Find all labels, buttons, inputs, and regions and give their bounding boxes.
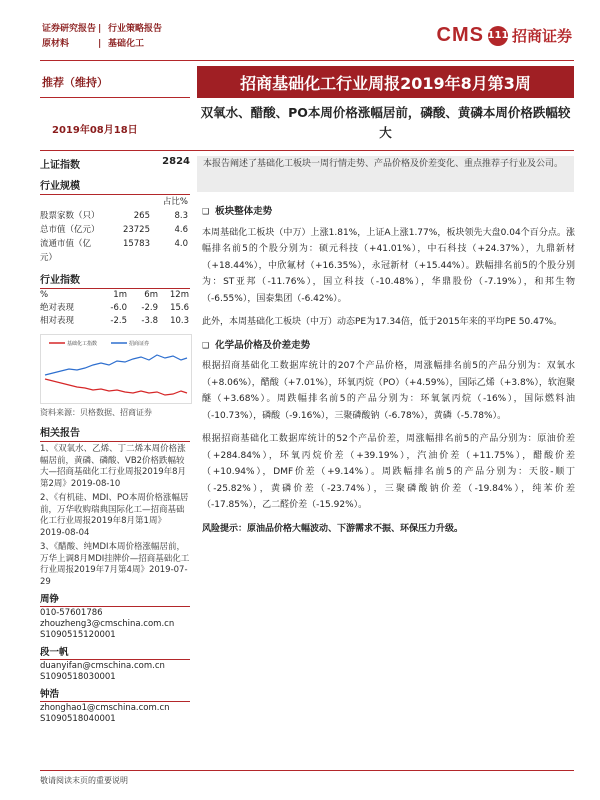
summary-box: 本报告阐述了基础化工板块一周行情走势、产品价格及价差变化、重点推荐子行业及公司。 (197, 156, 574, 192)
scale-row (40, 209, 190, 223)
legend-label-1: 基础化工指数 (67, 341, 98, 347)
perf-header-6m: 6m (144, 290, 158, 300)
section1-heading (202, 204, 575, 221)
analyst-license: S1090518030001 (40, 672, 116, 682)
perf-row-value: 15.6 (170, 303, 189, 313)
rating-divider (40, 97, 190, 98)
scale-row-pct: 4.0 (174, 239, 188, 249)
index-row (40, 156, 190, 171)
report-title: 招商基础化工行业周报2019年8月第3周 (197, 66, 574, 98)
perf-row-value: -3.8 (141, 316, 158, 326)
logo-company-name: 招商证券 (511, 27, 572, 45)
perf-title: 行业指数 (40, 271, 190, 289)
index-chart (40, 334, 192, 404)
risk-warning: 风险提示：原油品价格大幅波动、下游需求不振、环保压力升级。 (202, 523, 464, 534)
analyst-card (40, 594, 190, 641)
perf-header-unit: % (40, 290, 49, 300)
related-report-item[interactable]: 1、《双氧水、乙烯、丁二烯本周价格涨幅居前，黄磷、磷酸、VB2价格跌幅较大—招商基础化工行业周报2019年8月第2周》2019-08-10 (40, 444, 187, 489)
related-reports (40, 444, 190, 588)
legend-label-2: 招商证券 (129, 341, 150, 347)
scale-header (40, 195, 190, 209)
report-date: 2019年08月18日 (52, 125, 138, 136)
analyst-email[interactable]: duanyifan@cmschina.com.cn (40, 661, 165, 671)
perf-header-1m: 1m (113, 290, 127, 300)
section1-title: 板块整体走势 (215, 206, 273, 217)
scale-row-value: 23725 (122, 225, 150, 235)
analyst-license: S1090518040001 (40, 714, 116, 724)
section1-para1: 本周基础化工板块（中万）上涨1.81%，上证A上涨1.77%，板块领先大盘0.04个百分点。涨幅排名前5的个股分别为：硕元科技（+41.01%），中石科技（+24.37%），九鼎新材（+18.44%），中欣氟材（+16.35%），永冠新材（+15.44%）。跌幅排名前5的个股分别为：ST亚邦（-11.76%），国立科技（-10.48%），华鼎股份（-7.19%），和邦生物（-6.55%），国泰集团（-6.42%）。 (202, 227, 575, 304)
report-tags: 证券研究报告 | 行业策略报告 原材料 | 基础化工 (42, 22, 162, 52)
section2-heading (202, 338, 575, 355)
chart-bg (41, 335, 191, 403)
logo-badge-icon: 111 (488, 26, 508, 46)
perf-row-value: -2.5 (110, 316, 127, 326)
perf-table (40, 302, 190, 328)
scale-table (40, 209, 190, 265)
analyst-license: S1090515120001 (40, 630, 116, 640)
index-label: 上证指数 (40, 160, 80, 171)
perf-header (40, 289, 190, 302)
perf-row-value: 10.3 (170, 316, 189, 326)
scale-header-pct: 占比% (162, 197, 188, 207)
scale-row-value: 15783 (122, 239, 150, 249)
scale-row (40, 223, 190, 237)
related-report-item[interactable]: 3、《醋酸、纯MDI本周价格涨幅居前，万华上调8月MDI挂牌价—招商基础化工行业周报2019年7月第4周》2019-07-29 (40, 542, 190, 587)
index-chart-svg (41, 335, 191, 403)
analysts (40, 594, 190, 725)
scale-row-value: 265 (133, 211, 150, 221)
main-content (202, 200, 575, 544)
perf-row (40, 315, 190, 328)
analyst-email[interactable]: zhouzheng3@cmschina.com.cn (40, 619, 175, 629)
analyst-name: 周铮 (40, 594, 190, 607)
report-subtitle: 双氧水、醋酸、PO本周价格涨幅居前，磷酸、黄磷本周价格跌幅较大 (200, 105, 571, 140)
section1-para2: 此外，本周基础化工板块（中万）动态PE为17.34倍，低于2015年来的平均PE 50.47%。 (202, 317, 563, 327)
footer-note: 敬请阅读末页的重要说明 (40, 770, 574, 786)
analyst-phone: 010-57601786 (40, 608, 103, 618)
perf-row-name: 相对表现 (40, 316, 75, 326)
perf-header-12m: 12m (169, 290, 189, 300)
scale-row-name: 总市值（亿元） (40, 225, 100, 235)
scale-title: 行业规模 (40, 177, 190, 195)
perf-row-value: -2.9 (141, 303, 158, 313)
index-value: 2824 (162, 156, 190, 167)
tag-materials: 原材料 (42, 39, 70, 49)
subtitle-divider (40, 150, 574, 151)
scale-row (40, 237, 190, 265)
analyst-name: 段一帆 (40, 647, 190, 660)
perf-row-name: 绝对表现 (40, 303, 75, 313)
square-bullet-icon: ❑ (202, 340, 210, 350)
section2-para1: 根据招商基础化工数据库统计的207个产品价格，周涨幅排名前5的产品分别为：双氧水（+8.06%），醋酸（+7.01%），环氧丙烷（PO）（+4.59%），国际乙烯（+3.8%），软泡聚醚（+3.68%）。周跌幅排名前5的产品分别为：环氧氯丙烷（-16%），国际燃料油（-10.73%），磷酸（-9.16%），三聚磷酸钠（-6.78%），黄磷（-5.78%）。 (202, 361, 575, 421)
cms-logo (437, 24, 572, 47)
scale-row-name: 流通市值（亿元） (40, 239, 92, 263)
sidebar (40, 156, 190, 725)
chart-source: 资料来源：贝格数据、招商证券 (40, 408, 152, 417)
analyst-card (40, 647, 190, 683)
related-title: 相关报告 (40, 424, 190, 442)
tag-strategy-report: 行业策略报告 (108, 24, 163, 34)
rating: 推荐（维持） (42, 76, 108, 89)
logo-cms-text: CMS (436, 24, 484, 46)
scale-row-name: 股票家数（只） (40, 211, 100, 221)
square-bullet-icon: ❑ (202, 207, 210, 216)
analyst-name: 钟浩 (40, 689, 190, 702)
tag-basic-chem: 基础化工 (108, 39, 145, 49)
perf-row (40, 302, 190, 315)
tag-research-report: 证券研究报告 (42, 24, 97, 34)
analyst-email[interactable]: zhonghao1@cmschina.com.cn (40, 703, 170, 713)
scale-row-pct: 8.3 (174, 211, 188, 221)
scale-row-pct: 4.6 (174, 225, 188, 235)
section2-para2: 根据招商基础化工数据库统计的52个产品价差，周涨幅排名前5的产品分别为：原油价差（+284.84%），环氧丙烷价差（+39.19%），汽油价差（+11.75%），醋酸价差（+10.94%），DMF价差（+9.14%）。周跌幅排名前5的产品分别为：天胶-顺丁（-25.82%），黄磷价差（-23.74%），三聚磷酸钠价差（-19.84%），纯苯价差（-17.85%），乙二醛价差（-15.92%）。 (202, 434, 575, 510)
perf-row-value: -6.0 (110, 303, 127, 313)
top-divider (40, 60, 574, 61)
analyst-card (40, 689, 190, 725)
section2-title: 化学品价格及价差走势 (215, 339, 311, 351)
related-report-item[interactable]: 2、《有机硅、MDI、PO本周价格涨幅居前，万华收购瑞典国际化工—招商基础化工行业周报2019年8月第1周》2019-08-04 (40, 493, 189, 538)
